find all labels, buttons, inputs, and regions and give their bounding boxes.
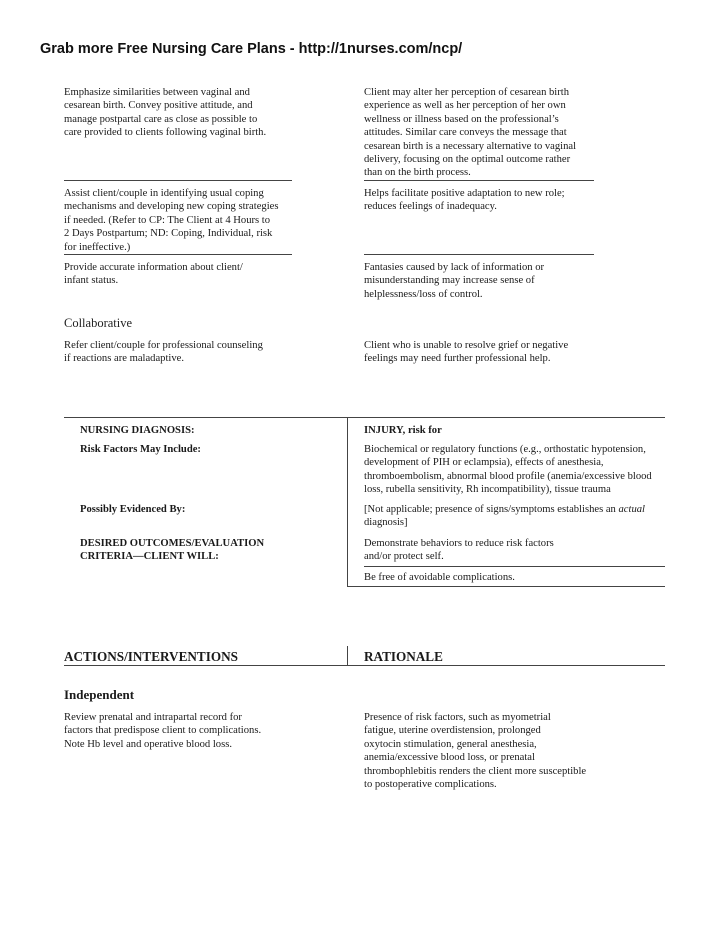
- row-divider-right: [364, 254, 594, 255]
- rationale-text-independent: Presence of risk factors, such as myometrial fatigue, uterine overdistension, prolonged oxytocin stimulation, general anesthesia, anemia/excessive blood loss, or prenatal thrombophlebitis renders the client more susceptible to postoperative complications.: [364, 712, 587, 791]
- nursing-diagnosis-label: NURSING DIAGNOSIS:: [80, 425, 195, 436]
- collaborative-heading: Collaborative: [64, 316, 133, 330]
- page-header-title: Grab more Free Nursing Care Plans - http://1nurses.com/ncp/: [40, 41, 463, 57]
- action-text-3: Provide accurate information about client/ infant status.: [64, 262, 243, 287]
- rationale-text-1: Client may alter her perception of cesarean birth experience as well as her perception of her own wellness or illness based on the professional’s attitudes. Similar care conveys the message that cesarean birth is a necessary alternative to vaginal delivery, focusing on the optimal outcome rather than on the birth process.: [364, 87, 577, 179]
- table-header-column-rule: [347, 646, 348, 665]
- independent-heading: Independent: [64, 687, 135, 702]
- risk-factors-value: Biochemical or regulatory functions (e.g., orthostatic hypotension, development of PIH or eclampsia), effects of anesthesia, thromboembolism, abnormal blood profile (anemia/excessive blood loss, rubella sensitivity, Rh incompatibility), tissue trauma: [364, 444, 652, 496]
- risk-factors-label: Risk Factors May Include:: [80, 444, 201, 455]
- rationale-text-3: Fantasies caused by lack of information or misunderstanding may increase sense of helplessness/loss of control.: [364, 262, 545, 300]
- action-text-collaborative: Refer client/couple for professional counseling if reactions are maladaptive.: [64, 340, 263, 365]
- diagnosis-bottom-rule: [347, 586, 665, 587]
- row-divider-right: [364, 180, 594, 181]
- row-divider-left: [64, 180, 292, 181]
- desired-outcome-2: Be free of avoidable complications.: [364, 572, 515, 583]
- rationale-text-2: Helps facilitate positive adaptation to new role; reduces feelings of inadequacy.: [364, 188, 565, 213]
- desired-outcome-1: Demonstrate behaviors to reduce risk factors and/or protect self.: [364, 538, 554, 563]
- outcome-divider: [364, 566, 665, 567]
- possibly-evidenced-by-label: Possibly Evidenced By:: [80, 504, 186, 515]
- rationale-header: RATIONALE: [364, 649, 443, 664]
- desired-outcomes-label: DESIRED OUTCOMES/EVALUATION CRITERIA—CLIENT WILL:: [80, 538, 265, 563]
- actions-interventions-header: ACTIONS/INTERVENTIONS: [64, 649, 238, 664]
- action-text-1: Emphasize similarities between vaginal and cesarean birth. Convey positive attitude, and manage postpartal care as close as possible to care provided to clients following vaginal birth.: [64, 87, 267, 139]
- action-text-2: Assist client/couple in identifying usual coping mechanisms and developing new coping strategies if needed. (Refer to CP: The Client at 4 Hours to 2 Days Postpartum; ND: Coping, Individual, risk for ineffective.): [64, 188, 279, 253]
- possibly-evidenced-by-value: [364, 503, 664, 530]
- evidence-text-part: diagnosis]: [364, 517, 408, 529]
- diagnosis-column-rule: [347, 417, 348, 587]
- diagnosis-top-rule: [64, 417, 665, 418]
- row-divider-left: [64, 254, 292, 255]
- rationale-text-collaborative: Client who is unable to resolve grief or negative feelings may need further professional help.: [364, 340, 569, 365]
- table-header-rule: [64, 665, 665, 666]
- action-text-independent: Review prenatal and intrapartal record for factors that predispose client to complications. Note Hb level and operative blood loss.: [64, 712, 262, 750]
- evidence-text-part: [Not applicable; presence of signs/symptoms establishes an: [364, 504, 619, 515]
- nursing-diagnosis-value: INJURY, risk for: [364, 425, 442, 436]
- evidence-text-emphasis: actual: [618, 504, 645, 515]
